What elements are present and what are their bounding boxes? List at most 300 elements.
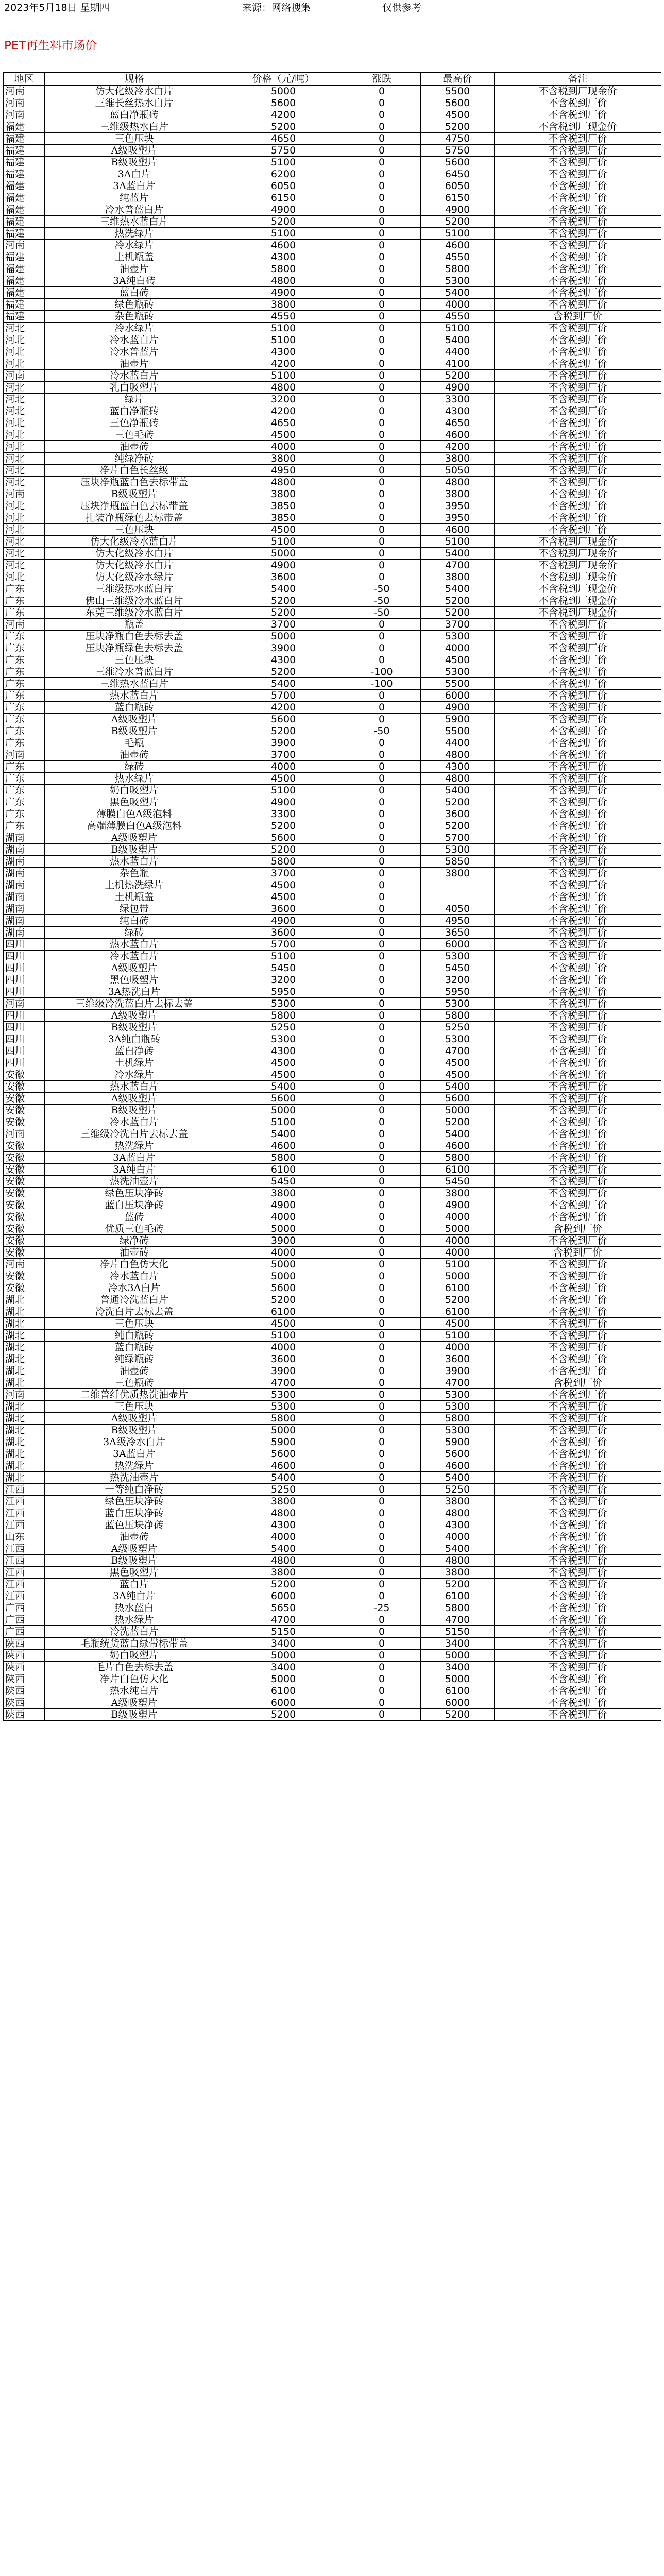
cell-spec: 压块净瓶白色去标去盖 — [45, 631, 224, 642]
cell-note: 不含税到厂价 — [495, 844, 661, 856]
cell-region: 广东 — [4, 725, 45, 737]
cell-high-price: 5400 — [421, 583, 495, 595]
cell-region: 广东 — [4, 714, 45, 725]
cell-region: 四川 — [4, 939, 45, 951]
table-row — [4, 1638, 661, 1650]
cell-high-price: 5150 — [421, 1626, 495, 1638]
table-row — [4, 951, 661, 962]
cell-high-price: 5200 — [421, 1294, 495, 1306]
table-row — [4, 382, 661, 394]
cell-high-price: 5300 — [421, 998, 495, 1010]
cell-region: 江西 — [4, 1543, 45, 1555]
cell-change: 0 — [343, 216, 421, 228]
cell-region: 河南 — [4, 998, 45, 1010]
cell-change: 0 — [343, 512, 421, 524]
cell-spec: 毛片白色去标去盖 — [45, 1662, 224, 1673]
cell-price: 3800 — [224, 453, 343, 465]
cell-change: 0 — [343, 1306, 421, 1318]
cell-price: 4950 — [224, 465, 343, 477]
cell-region: 陕西 — [4, 1662, 45, 1673]
cell-price: 3900 — [224, 642, 343, 654]
cell-region: 安徽 — [4, 1223, 45, 1235]
cell-note: 不含税到厂价 — [495, 1045, 661, 1057]
table-row — [4, 1709, 661, 1721]
cell-change: 0 — [343, 1543, 421, 1555]
cell-spec: 油壶片 — [45, 358, 224, 370]
cell-price: 5800 — [224, 1152, 343, 1164]
table-row — [4, 891, 661, 903]
cell-change: 0 — [343, 796, 421, 808]
cell-note: 不含税到厂价 — [495, 808, 661, 820]
cell-price: 3600 — [224, 571, 343, 583]
cell-price: 5200 — [224, 595, 343, 607]
table-row — [4, 1318, 661, 1330]
cell-region: 四川 — [4, 1045, 45, 1057]
cell-region: 四川 — [4, 1033, 45, 1045]
table-row — [4, 1235, 661, 1247]
cell-change: 0 — [343, 1105, 421, 1116]
cell-spec: 三维热水蓝白片 — [45, 678, 224, 690]
cell-region: 河北 — [4, 394, 45, 405]
table-row — [4, 1199, 661, 1211]
cell-change: 0 — [343, 299, 421, 311]
cell-price: 5000 — [224, 1425, 343, 1436]
table-row — [4, 666, 661, 678]
cell-high-price: 5100 — [421, 228, 495, 240]
cell-change: 0 — [343, 571, 421, 583]
cell-high-price: 3300 — [421, 394, 495, 405]
cell-change: 0 — [343, 1069, 421, 1081]
cell-change: 0 — [343, 951, 421, 962]
table-row — [4, 1330, 661, 1342]
table-row — [4, 1223, 661, 1235]
cell-note: 不含税到厂价 — [495, 1626, 661, 1638]
cell-spec: 冷洗蓝白片 — [45, 1626, 224, 1638]
cell-note: 不含税到厂价 — [495, 1602, 661, 1614]
cell-spec: 仿大化级冷水白片 — [45, 560, 224, 571]
cell-change: 0 — [343, 86, 421, 97]
table-row — [4, 1401, 661, 1413]
cell-change: 0 — [343, 1507, 421, 1519]
cell-price: 5000 — [224, 1270, 343, 1282]
cell-price: 4900 — [224, 204, 343, 216]
cell-high-price: 4900 — [421, 204, 495, 216]
cell-region: 安徽 — [4, 1211, 45, 1223]
table-row — [4, 216, 661, 228]
cell-note: 不含税到厂价 — [495, 370, 661, 382]
cell-note: 不含税到厂价 — [495, 702, 661, 714]
cell-note: 不含税到厂价 — [495, 358, 661, 370]
cell-change: 0 — [343, 1116, 421, 1128]
cell-change: 0 — [343, 1022, 421, 1033]
cell-high-price: 4500 — [421, 1318, 495, 1330]
cell-note: 不含税到厂价 — [495, 986, 661, 998]
table-row — [4, 1555, 661, 1567]
cell-high-price: 5000 — [421, 1673, 495, 1685]
cell-note: 不含税到厂价 — [495, 1662, 661, 1673]
cell-change: 0 — [343, 737, 421, 749]
cell-region: 陕西 — [4, 1685, 45, 1697]
cell-price: 4500 — [224, 1057, 343, 1069]
table-row — [4, 1152, 661, 1164]
cell-spec: 三维级冷洗白片去标去盖 — [45, 1128, 224, 1140]
cell-region: 安徽 — [4, 1282, 45, 1294]
cell-note: 不含税到厂价 — [495, 287, 661, 299]
cell-spec: 净片白色仿大化 — [45, 1673, 224, 1685]
cell-spec: A级吸塑片 — [45, 832, 224, 844]
cell-spec: 绿色压块净砖 — [45, 1496, 224, 1507]
table-row — [4, 678, 661, 690]
cell-spec: 黑色吸塑片 — [45, 796, 224, 808]
cell-spec: A级吸塑片 — [45, 1697, 224, 1709]
cell-spec: 绿净砖 — [45, 1235, 224, 1247]
cell-change: -50 — [343, 583, 421, 595]
cell-price: 4500 — [224, 524, 343, 536]
cell-price: 5800 — [224, 1010, 343, 1022]
cell-change: 0 — [343, 749, 421, 761]
table-row — [4, 1389, 661, 1401]
table-row — [4, 725, 661, 737]
cell-region: 江西 — [4, 1519, 45, 1531]
cell-price: 5450 — [224, 962, 343, 974]
cell-spec: 压块净瓶蓝白色去标带盖 — [45, 500, 224, 512]
cell-region: 福建 — [4, 251, 45, 263]
cell-spec: 热水蓝白片 — [45, 1081, 224, 1093]
cell-price: 4800 — [224, 477, 343, 488]
cell-price: 5250 — [224, 1484, 343, 1496]
cell-high-price: 4000 — [421, 1211, 495, 1223]
cell-change: 0 — [343, 1709, 421, 1721]
cell-price: 4300 — [224, 251, 343, 263]
cell-region: 安徽 — [4, 1081, 45, 1093]
cell-region: 广西 — [4, 1602, 45, 1614]
cell-price: 3900 — [224, 1235, 343, 1247]
cell-high-price: 5000 — [421, 1105, 495, 1116]
cell-spec: 热水蓝白片 — [45, 690, 224, 702]
cell-change: 0 — [343, 1425, 421, 1436]
cell-price: 5200 — [224, 607, 343, 619]
cell-note: 不含税到厂价 — [495, 785, 661, 796]
cell-change: 0 — [343, 168, 421, 180]
cell-spec: 3A纯白片 — [45, 1164, 224, 1176]
cell-spec: A级吸塑片 — [45, 1413, 224, 1425]
cell-region: 河北 — [4, 417, 45, 429]
cell-price: 5400 — [224, 1081, 343, 1093]
cell-note: 不含税到厂价 — [495, 631, 661, 642]
cell-change: 0 — [343, 820, 421, 832]
cell-high-price: 6100 — [421, 1590, 495, 1602]
cell-region: 河北 — [4, 441, 45, 453]
cell-change: 0 — [343, 785, 421, 796]
cell-region: 陕西 — [4, 1697, 45, 1709]
table-row — [4, 1365, 661, 1377]
cell-price: 4900 — [224, 796, 343, 808]
cell-high-price: 4800 — [421, 773, 495, 785]
cell-high-price: 5250 — [421, 1022, 495, 1033]
cell-region: 福建 — [4, 311, 45, 323]
cell-price: 5600 — [224, 1448, 343, 1460]
cell-change: 0 — [343, 903, 421, 915]
cell-change: 0 — [343, 121, 421, 133]
cell-region: 湖北 — [4, 1448, 45, 1460]
page-title: PET再生料市场价 — [4, 39, 97, 53]
table-row — [4, 607, 661, 619]
cell-high-price: 5300 — [421, 844, 495, 856]
cell-note: 不含税到厂价 — [495, 429, 661, 441]
table-row — [4, 844, 661, 856]
table-row — [4, 500, 661, 512]
cell-high-price: 3800 — [421, 1496, 495, 1507]
cell-price: 3850 — [224, 512, 343, 524]
cell-change: 0 — [343, 1555, 421, 1567]
cell-note: 不含税到厂价 — [495, 1199, 661, 1211]
table-row — [4, 974, 661, 986]
cell-change: 0 — [343, 145, 421, 157]
cell-note: 不含税到厂价 — [495, 1389, 661, 1401]
cell-note: 不含税到厂价 — [495, 1614, 661, 1626]
cell-high-price: 5250 — [421, 1484, 495, 1496]
cell-high-price: 5750 — [421, 145, 495, 157]
cell-spec: 冷水蓝白片 — [45, 370, 224, 382]
cell-region: 河南 — [4, 1259, 45, 1270]
cell-spec: 仿大化级冷水白片 — [45, 548, 224, 560]
table-row — [4, 240, 661, 251]
cell-spec: 东莞三维级冷水蓝白片 — [45, 607, 224, 619]
cell-region: 湖北 — [4, 1330, 45, 1342]
cell-spec: 绿色瓶砖 — [45, 299, 224, 311]
cell-region: 福建 — [4, 275, 45, 287]
cell-change: 0 — [343, 477, 421, 488]
cell-region: 湖南 — [4, 903, 45, 915]
table-row — [4, 1033, 661, 1045]
cell-region: 陕西 — [4, 1673, 45, 1685]
cell-note: 不含税到厂价 — [495, 951, 661, 962]
cell-region: 广东 — [4, 690, 45, 702]
cell-change: 0 — [343, 1045, 421, 1057]
cell-high-price: 3650 — [421, 927, 495, 939]
cell-note: 不含税到厂价 — [495, 1235, 661, 1247]
cell-spec: 热水绿片 — [45, 1614, 224, 1626]
table-body — [4, 86, 661, 1721]
cell-high-price: 4300 — [421, 761, 495, 773]
cell-region: 河南 — [4, 1128, 45, 1140]
cell-high-price: 5000 — [421, 1650, 495, 1662]
cell-high-price: 3800 — [421, 1188, 495, 1199]
cell-region: 四川 — [4, 951, 45, 962]
cell-price: 6150 — [224, 192, 343, 204]
cell-note: 不含税到厂价 — [495, 109, 661, 121]
table-row — [4, 654, 661, 666]
cell-change: 0 — [343, 868, 421, 879]
cell-change: -50 — [343, 607, 421, 619]
cell-price: 4200 — [224, 358, 343, 370]
cell-note: 不含税到厂价 — [495, 500, 661, 512]
table-row — [4, 180, 661, 192]
cell-spec: 油壶砖 — [45, 1365, 224, 1377]
cell-spec: 冷水蓝白片 — [45, 951, 224, 962]
cell-high-price: 5400 — [421, 1472, 495, 1484]
cell-note: 不含税到厂价 — [495, 856, 661, 868]
cell-region: 陕西 — [4, 1638, 45, 1650]
cell-region: 安徽 — [4, 1247, 45, 1259]
cell-note: 不含税到厂价 — [495, 1697, 661, 1709]
cell-price: 4600 — [224, 240, 343, 251]
cell-note: 不含税到厂价 — [495, 441, 661, 453]
cell-note: 不含税到厂价 — [495, 1116, 661, 1128]
cell-note: 不含税到厂价 — [495, 962, 661, 974]
cell-change: 0 — [343, 856, 421, 868]
cell-high-price: 4400 — [421, 346, 495, 358]
table-row — [4, 488, 661, 500]
cell-price: 5100 — [224, 334, 343, 346]
cell-spec: 压块净瓶绿色去标去盖 — [45, 642, 224, 654]
cell-price: 4900 — [224, 287, 343, 299]
table-row — [4, 477, 661, 488]
cell-price: 4800 — [224, 382, 343, 394]
cell-high-price: 4500 — [421, 1069, 495, 1081]
cell-spec: B级吸塑片 — [45, 1425, 224, 1436]
table-row — [4, 583, 661, 595]
cell-note: 不含税到厂价 — [495, 927, 661, 939]
cell-price: 5400 — [224, 678, 343, 690]
cell-spec: 蓝白压块净砖 — [45, 1199, 224, 1211]
cell-region: 安徽 — [4, 1140, 45, 1152]
cell-spec: B级吸塑片 — [45, 157, 224, 168]
cell-high-price: 3200 — [421, 974, 495, 986]
cell-region: 安徽 — [4, 1270, 45, 1282]
cell-spec: 热洗绿片 — [45, 1460, 224, 1472]
cell-change: 0 — [343, 560, 421, 571]
cell-spec: A级吸塑片 — [45, 714, 224, 725]
cell-note: 不含税到厂价 — [495, 1282, 661, 1294]
cell-change: 0 — [343, 714, 421, 725]
column-header-region: 地区 — [4, 73, 45, 86]
cell-high-price: 5200 — [421, 1116, 495, 1128]
cell-note: 不含税到厂价 — [495, 97, 661, 109]
table-row — [4, 1662, 661, 1673]
cell-change: 0 — [343, 394, 421, 405]
cell-note: 不含税到厂价 — [495, 251, 661, 263]
top-info-bar — [0, 0, 664, 15]
cell-change: 0 — [343, 1673, 421, 1685]
cell-spec: 纯白砖 — [45, 915, 224, 927]
cell-spec: 三维冷水普蓝白片 — [45, 666, 224, 678]
cell-note: 不含税到厂价 — [495, 974, 661, 986]
table-row — [4, 346, 661, 358]
table-row — [4, 1045, 661, 1057]
cell-spec: 热洗绿片 — [45, 228, 224, 240]
cell-high-price: 4600 — [421, 1140, 495, 1152]
cell-high-price: 5100 — [421, 536, 495, 548]
table-row — [4, 1685, 661, 1697]
table-row — [4, 1116, 661, 1128]
cell-price: 4900 — [224, 1199, 343, 1211]
cell-note: 不含税到厂价 — [495, 263, 661, 275]
cell-region: 广西 — [4, 1626, 45, 1638]
column-header-price: 价格（元/吨） — [224, 73, 343, 86]
table-row — [4, 145, 661, 157]
cell-change: 0 — [343, 1460, 421, 1472]
cell-spec: A级吸塑片 — [45, 1010, 224, 1022]
cell-change: 0 — [343, 334, 421, 346]
cell-price: 5300 — [224, 1401, 343, 1413]
cell-high-price: 4900 — [421, 702, 495, 714]
cell-price: 3600 — [224, 1353, 343, 1365]
cell-spec: A级吸塑片 — [45, 1093, 224, 1105]
cell-price: 5400 — [224, 583, 343, 595]
cell-price: 5200 — [224, 725, 343, 737]
cell-spec: 扎装净瓶绿色去标带盖 — [45, 512, 224, 524]
cell-spec: 三维级热水白片 — [45, 121, 224, 133]
cell-change: 0 — [343, 642, 421, 654]
cell-change: 0 — [343, 228, 421, 240]
cell-spec: 佛山三维级冷水蓝白片 — [45, 595, 224, 607]
cell-change: 0 — [343, 1282, 421, 1294]
table-row — [4, 571, 661, 583]
cell-high-price: 3800 — [421, 1567, 495, 1579]
cell-high-price: 4500 — [421, 1057, 495, 1069]
cell-price: 5000 — [224, 548, 343, 560]
cell-region: 四川 — [4, 962, 45, 974]
cell-price: 4200 — [224, 405, 343, 417]
cell-high-price: 6100 — [421, 1306, 495, 1318]
cell-spec: 三色压块 — [45, 654, 224, 666]
cell-high-price: 4500 — [421, 109, 495, 121]
cell-region: 福建 — [4, 287, 45, 299]
cell-change: 0 — [343, 1662, 421, 1673]
cell-price: 3800 — [224, 1188, 343, 1199]
cell-change: 0 — [343, 1081, 421, 1093]
table-row — [4, 832, 661, 844]
cell-high-price: 3600 — [421, 1353, 495, 1365]
cell-region: 广东 — [4, 820, 45, 832]
cell-region: 广东 — [4, 785, 45, 796]
table-row — [4, 1436, 661, 1448]
table-row — [4, 1531, 661, 1543]
cell-region: 四川 — [4, 974, 45, 986]
table-row — [4, 1294, 661, 1306]
cell-change: 0 — [343, 1270, 421, 1282]
cell-note: 不含税到厂价 — [495, 690, 661, 702]
cell-change: 0 — [343, 1010, 421, 1022]
cell-change: 0 — [343, 1614, 421, 1626]
cell-change: 0 — [343, 346, 421, 358]
cell-price: 5600 — [224, 714, 343, 725]
cell-spec: A级吸塑片 — [45, 145, 224, 157]
cell-region: 湖北 — [4, 1318, 45, 1330]
cell-note: 不含税到厂现金价 — [495, 121, 661, 133]
table-row — [4, 1022, 661, 1033]
table-row — [4, 915, 661, 927]
cell-high-price: 4750 — [421, 133, 495, 145]
cell-price: 4000 — [224, 1211, 343, 1223]
cell-price: 4600 — [224, 1460, 343, 1472]
cell-region: 江西 — [4, 1567, 45, 1579]
cell-region: 广东 — [4, 654, 45, 666]
cell-high-price: 5100 — [421, 1259, 495, 1270]
cell-spec: 三色压块 — [45, 1318, 224, 1330]
cell-spec: 3A纯白砖 — [45, 275, 224, 287]
cell-high-price: 3950 — [421, 500, 495, 512]
cell-spec: 蓝白瓶砖 — [45, 1342, 224, 1353]
cell-spec: 一等纯白净砖 — [45, 1484, 224, 1496]
cell-change: 0 — [343, 524, 421, 536]
cell-note: 不含税到厂价 — [495, 1211, 661, 1223]
cell-spec: 热水蓝白片 — [45, 856, 224, 868]
cell-high-price: 5700 — [421, 832, 495, 844]
cell-change: 0 — [343, 1353, 421, 1365]
cell-high-price: 4200 — [421, 441, 495, 453]
